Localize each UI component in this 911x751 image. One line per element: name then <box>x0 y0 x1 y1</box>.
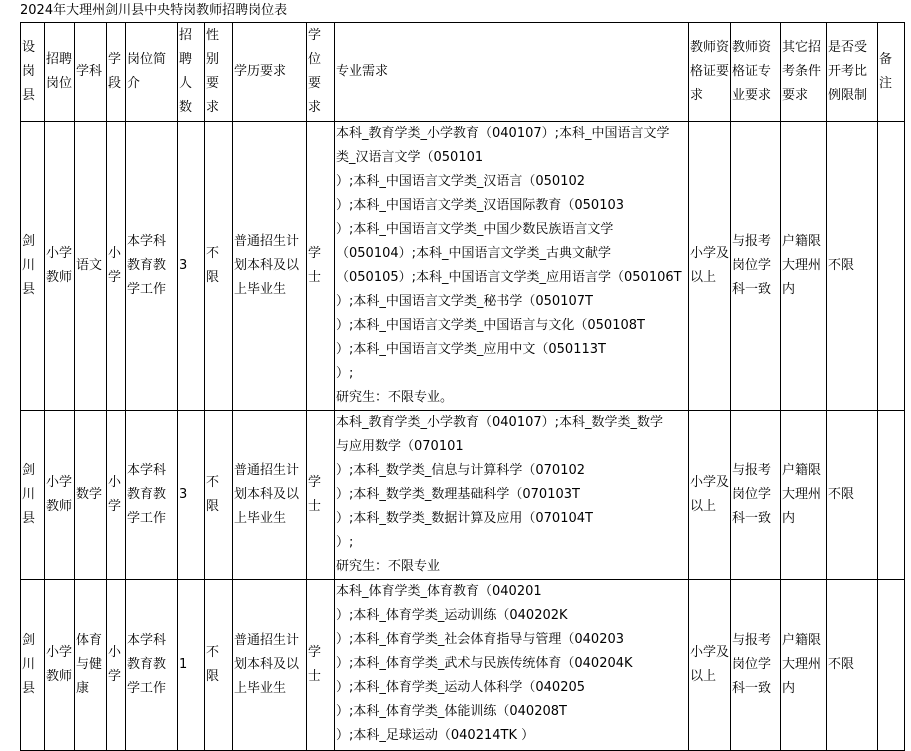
page-title: 2024年大理州剑川县中央特岗教师招聘岗位表 <box>20 3 288 18</box>
major-line: ）; <box>336 535 354 550</box>
cell-description: 本学科教育教学工作 <box>126 122 178 411</box>
cell-cert-major: 与报考岗位学科一致 <box>731 411 781 580</box>
cell-description: 本学科教育教学工作 <box>126 411 178 580</box>
header-degree: 学位要求 <box>307 23 335 122</box>
cell-county: 剑川县 <box>21 411 45 580</box>
cell-gender: 不限 <box>205 580 233 751</box>
cell-degree: 学士 <box>307 580 335 751</box>
cell-other: 户籍限大理州内 <box>781 122 827 411</box>
cell-count: 3 <box>178 411 205 580</box>
cell-cert-major: 与报考岗位学科一致 <box>731 580 781 751</box>
header-ratio: 是否受开考比例限制 <box>827 23 878 122</box>
major-line: 研究生：不限专业。 <box>336 390 454 405</box>
header-description: 岗位简介 <box>126 23 178 122</box>
cell-major <box>335 580 689 751</box>
major-line: 研究生：不限专业 <box>336 559 441 574</box>
cell-stage: 小学 <box>107 122 126 411</box>
major-line: ）;本科_体育学类_武术与民族传统体育（040204K <box>336 656 633 671</box>
cell-certificate: 小学及以上 <box>689 122 731 411</box>
cell-remark <box>878 580 905 751</box>
cell-subject: 体育与健康 <box>75 580 107 751</box>
cell-major <box>335 411 689 580</box>
major-line: 类_汉语言文学（050101 <box>336 150 484 165</box>
cell-ratio: 不限 <box>827 122 878 411</box>
cell-education: 普通招生计划本科及以上毕业生 <box>233 122 307 411</box>
header-position: 招聘岗位 <box>45 23 75 122</box>
major-line: ）;本科_中国语言文学类_中国少数民族语言文学 <box>336 222 614 237</box>
cell-position: 小学教师 <box>45 580 75 751</box>
cell-remark <box>878 411 905 580</box>
cell-major <box>335 122 689 411</box>
cell-ratio: 不限 <box>827 411 878 580</box>
major-line: 本科_教育学类_小学教育（040107）;本科_数学类_数学 <box>336 415 664 430</box>
cell-stage: 小学 <box>107 411 126 580</box>
header-certificate: 教师资格证要求 <box>689 23 731 122</box>
cell-cert-major: 与报考岗位学科一致 <box>731 122 781 411</box>
major-line: ）;本科_数学类_信息与计算科学（070102 <box>336 463 586 478</box>
cell-county: 剑川县 <box>21 122 45 411</box>
major-line: ）;本科_体育学类_社会体育指导与管理（040203 <box>336 632 625 647</box>
cell-description: 本学科教育教学工作 <box>126 580 178 751</box>
cell-position: 小学教师 <box>45 411 75 580</box>
cell-position: 小学教师 <box>45 122 75 411</box>
cell-county: 剑川县 <box>21 580 45 751</box>
header-county: 设岗县 <box>21 23 45 122</box>
cell-certificate: 小学及以上 <box>689 411 731 580</box>
header-gender: 性别要求 <box>205 23 233 122</box>
major-line: ）;本科_中国语言文学类_汉语言（050102 <box>336 174 586 189</box>
major-line: ）;本科_中国语言文学类_秘书学（050107T <box>336 294 593 309</box>
major-line: ）;本科_中国语言文学类_应用中文（050113T <box>336 342 606 357</box>
major-line: 本科_教育学类_小学教育（040107）;本科_中国语言文学 <box>336 126 670 141</box>
table-row <box>21 580 905 751</box>
cell-other: 户籍限大理州内 <box>781 580 827 751</box>
header-count: 招聘人数 <box>178 23 205 122</box>
header-stage: 学段 <box>107 23 126 122</box>
cell-education: 普通招生计划本科及以上毕业生 <box>233 411 307 580</box>
major-line: ）;本科_体育学类_运动训练（040202K <box>336 608 568 623</box>
cell-certificate: 小学及以上 <box>689 580 731 751</box>
header-cert-major: 教师资格证专业要求 <box>731 23 781 122</box>
cell-degree: 学士 <box>307 411 335 580</box>
major-line: 本科_体育学类_体育教育（040201 <box>336 584 542 599</box>
cell-stage: 小学 <box>107 580 126 751</box>
cell-degree: 学士 <box>307 122 335 411</box>
major-line: ）;本科_中国语言文学类_汉语国际教育（050103 <box>336 198 625 213</box>
header-remark: 备注 <box>878 23 905 122</box>
major-line: ）;本科_足球运动（040214TK ） <box>336 728 535 743</box>
table-row <box>21 122 905 411</box>
cell-count: 1 <box>178 580 205 751</box>
major-line: 与应用数学（070101 <box>336 439 464 454</box>
header-education: 学历要求 <box>233 23 307 122</box>
major-line: ）;本科_体育学类_运动人体科学（040205 <box>336 680 586 695</box>
cell-count: 3 <box>178 122 205 411</box>
cell-gender: 不限 <box>205 411 233 580</box>
major-line: ）;本科_数学类_数据计算及应用（070104T <box>336 511 593 526</box>
cell-subject: 语文 <box>75 122 107 411</box>
header-subject: 学科 <box>75 23 107 122</box>
major-line: （050105）;本科_中国语言文学类_应用语言学（050106T <box>336 270 682 285</box>
positions-table <box>20 22 905 751</box>
major-line: ）; <box>336 366 354 381</box>
cell-gender: 不限 <box>205 122 233 411</box>
header-other: 其它招考条件要求 <box>781 23 827 122</box>
cell-subject: 数学 <box>75 411 107 580</box>
table-row <box>21 411 905 580</box>
cell-remark <box>878 122 905 411</box>
major-line: （050104）;本科_中国语言文学类_古典文献学 <box>336 246 612 261</box>
major-line: ）;本科_数学类_数理基础科学（070103T <box>336 487 580 502</box>
cell-other: 户籍限大理州内 <box>781 411 827 580</box>
cell-ratio: 不限 <box>827 580 878 751</box>
table-header-row <box>21 23 905 122</box>
major-line: ）;本科_中国语言文学类_中国语言与文化（050108T <box>336 318 645 333</box>
cell-education: 普通招生计划本科及以上毕业生 <box>233 580 307 751</box>
header-major: 专业需求 <box>335 23 689 122</box>
major-line: ）;本科_体育学类_体能训练（040208T <box>336 704 567 719</box>
